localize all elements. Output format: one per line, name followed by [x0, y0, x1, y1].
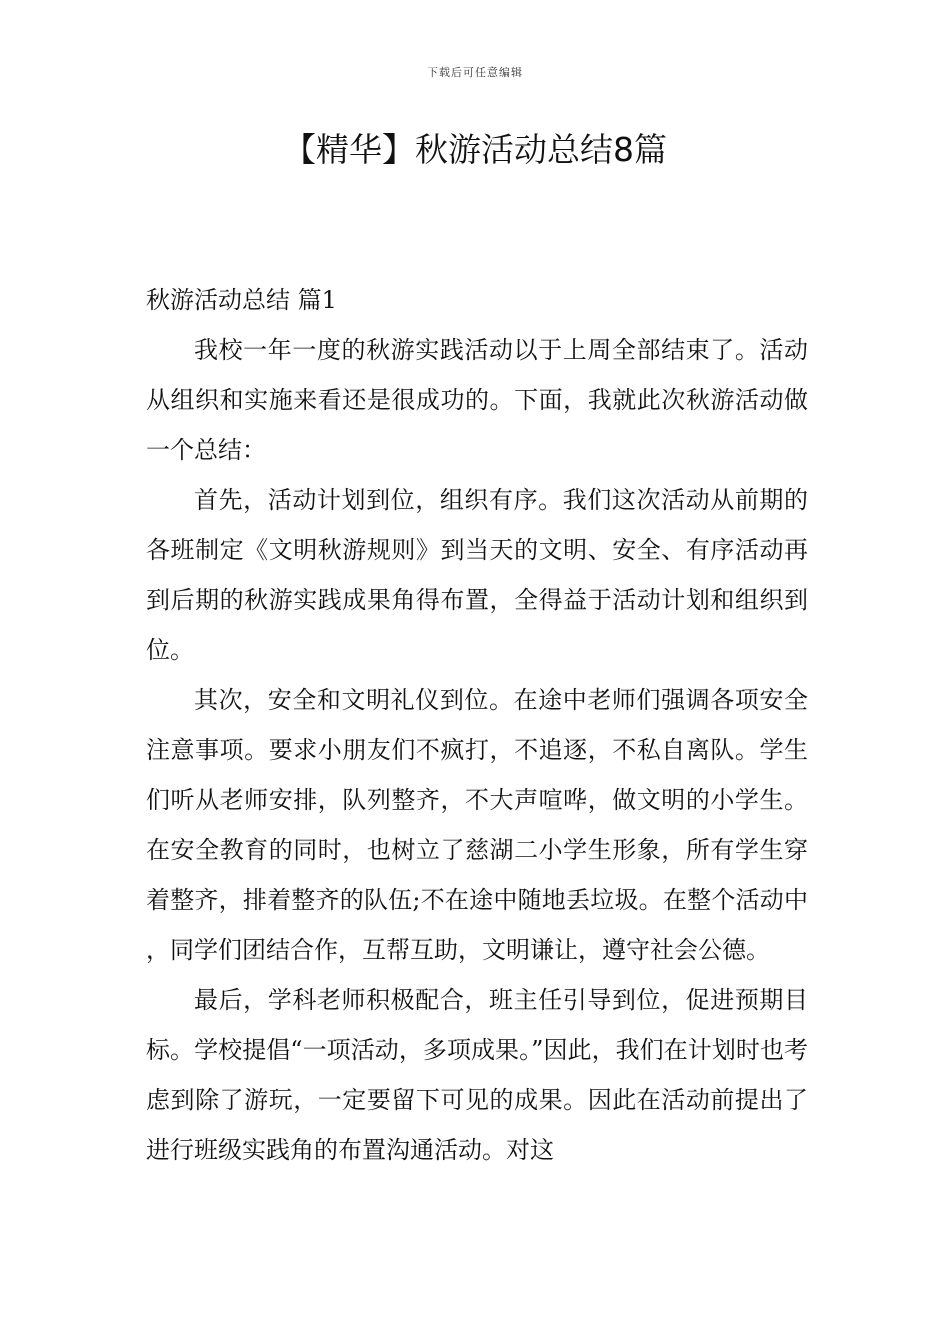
document-title: 【精华】秋游活动总结8篇 — [283, 130, 667, 169]
paragraph: 我校一年一度的秋游实践活动以于上周全部结束了。活动从组织和实施来看还是很成功的。下面，我就此次秋游活动做一个总结： — [146, 336, 808, 464]
paragraph: 首先，活动计划到位，组织有序。我们这次活动从前期的各班制定《文明秋游规则》到当天的文明、安全、有序活动再到后期的秋游实践成果角得布置，全得益于活动计划和组织到位。 — [146, 486, 808, 664]
document-body — [146, 275, 808, 1175]
paragraph: 其次，安全和文明礼仪到位。在途中老师们强调各项安全注意事项。要求小朋友们不疯打，不追逐，不私自离队。学生们听从老师安排，队列整齐，不大声喧哗，做文明的小学生。在安全教育的同时，也树立了慈湖二小学生形象，所有学生穿着整齐，排着整齐的队伍;不在途中随地丢垃圾。在整个活动中，同学们团结合作，互帮互助，文明谦让，遵守社会公德。 — [146, 686, 808, 964]
header-note: 下载后可任意编辑 — [427, 66, 523, 79]
section-heading: 秋游活动总结 篇1 — [146, 286, 337, 314]
paragraph: 最后，学科老师积极配合，班主任引导到位，促进预期目标。学校提倡“一项活动，多项成果。”因此，我们在计划时也考虑到除了游玩，一定要留下可见的成果。因此在活动前提出了进行班级实践角的布置沟通活动。对这 — [146, 986, 808, 1164]
